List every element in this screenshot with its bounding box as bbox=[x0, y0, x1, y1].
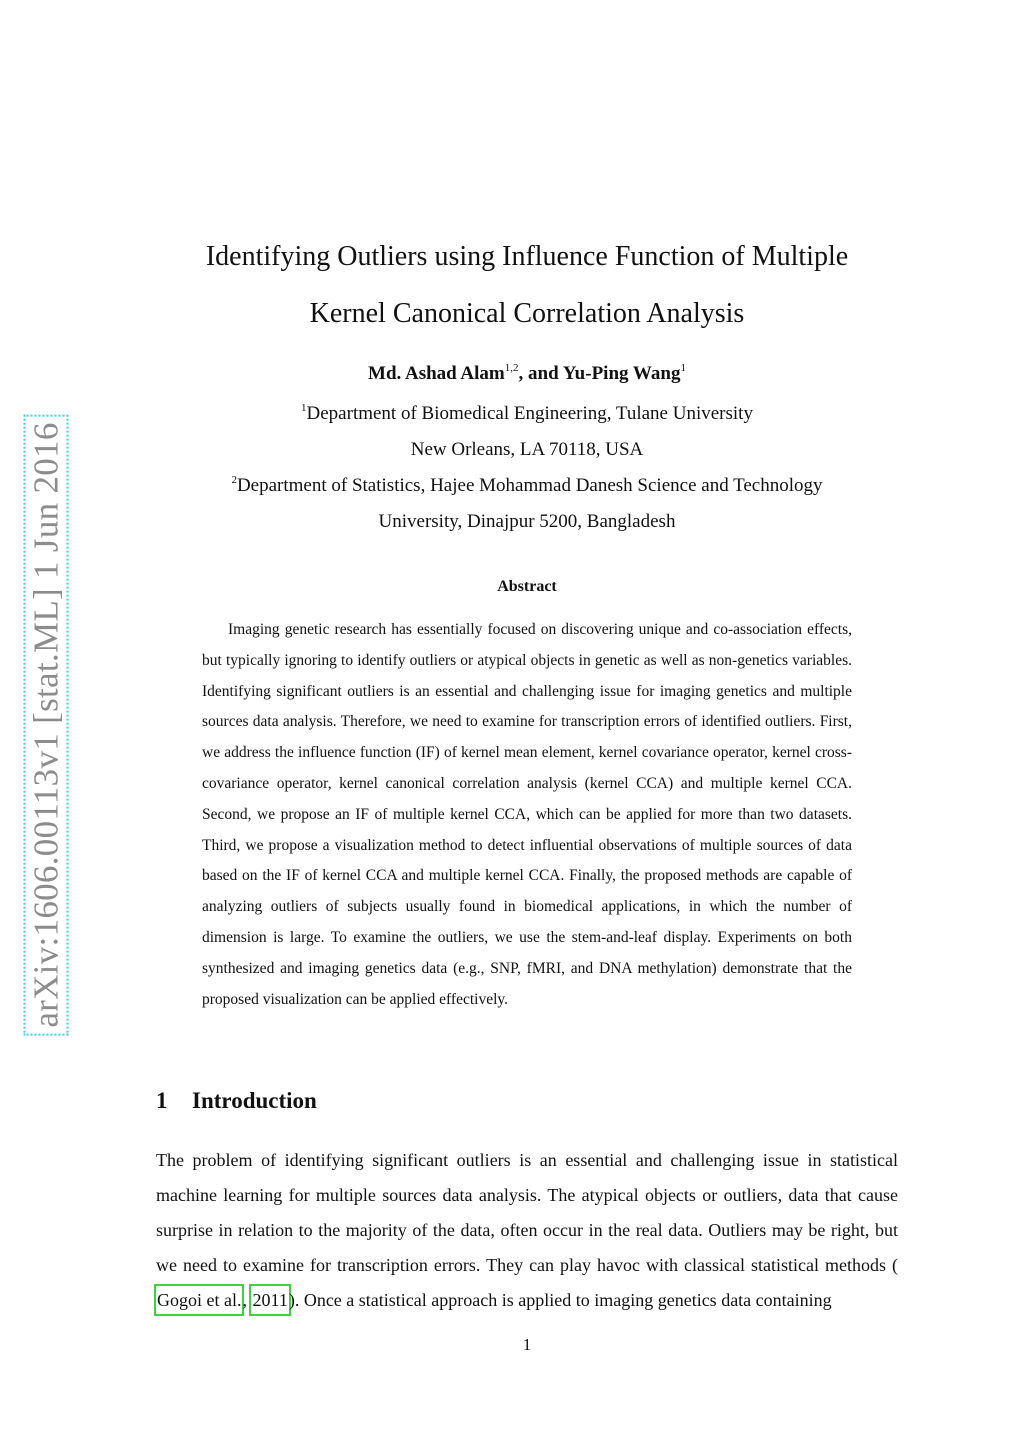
citation-link-year[interactable]: 2011 bbox=[251, 1286, 288, 1314]
affiliation-1-line-2: New Orleans, LA 70118, USA bbox=[410, 439, 644, 460]
affiliations bbox=[0, 396, 1024, 540]
author-affiliation-mark: 1,2 bbox=[504, 362, 519, 374]
title-line-1: Identifying Outliers using Influence Function of Multiple bbox=[205, 241, 849, 272]
paper-title bbox=[0, 228, 1024, 342]
section-number: 1 bbox=[156, 1088, 168, 1113]
title-line-2: Kernel Canonical Correlation Analysis bbox=[309, 298, 745, 329]
citation-link-author[interactable]: Gogoi et al. bbox=[156, 1286, 242, 1314]
abstract-body: Imaging genetic research has essentially focused on discovering unique and co-association effects, but typically ignoring to identify outliers or atypical objects in genetic as well as non-genetics variables. Identifying significant outliers is an essential and challenging issue for imaging genetics and multiple sources data analysis. Therefore, we need to examine for transcription errors of identified outliers. First, we address the influence function (IF) of kernel mean element, kernel covariance operator, kernel cross-covariance operator, kernel canonical correlation analysis (kernel CCA) and multiple kernel CCA. Second, we propose an IF of multiple kernel CCA, which can be applied for more than two datasets. Third, we propose a visualization method to detect influential observations of multiple sources of data based on the IF of kernel CCA and multiple kernel CCA. Finally, the proposed methods are capable of analyzing outliers of subjects usually found in biomedical applications, in which the number of dimension is large. To examine the outliers, we use the stem-and-leaf display. Experiments on both synthesized and imaging genetics data (e.g., SNP, fMRI, and DNA methylation) demonstrate that the proposed visualization can be applied effectively. bbox=[202, 621, 852, 1008]
author-list bbox=[0, 360, 1024, 388]
section-heading-introduction bbox=[156, 1086, 317, 1116]
page-number: 1 bbox=[522, 1335, 532, 1354]
citation-separator: , bbox=[242, 1290, 252, 1310]
arxiv-identifier-stamp[interactable]: arXiv:1606.00113v1 [stat.ML] 1 Jun 2016 bbox=[24, 414, 69, 1035]
affiliation-mark: 2 bbox=[231, 474, 237, 486]
abstract-heading: Abstract bbox=[497, 578, 557, 595]
intro-text: The problem of identifying significant outliers is an essential and challenging issue in statistical machine learning for multiple sources data analysis. The atypical objects or outliers, data that cause surprise in relation to the majority of the data, often occur in the real data. Outliers may be right, but we need to examine for transcription errors. They can play havoc with classical statistical methods ( bbox=[156, 1150, 898, 1275]
author-name: Md. Ashad Alam bbox=[368, 363, 505, 384]
affiliation-2-line-1 bbox=[0, 468, 1024, 504]
affiliation-text: Department of Biomedical Engineering, Tulane University bbox=[306, 403, 753, 424]
introduction-paragraph bbox=[156, 1143, 898, 1318]
affiliation-1-line-1 bbox=[0, 396, 1024, 432]
author-name: Yu-Ping Wang bbox=[562, 363, 681, 384]
affiliation-2-line-2: University, Dinajpur 5200, Bangladesh bbox=[378, 511, 676, 532]
author-joiner: , and bbox=[518, 363, 563, 384]
affiliation-text: Department of Statistics, Hajee Mohammad Danesh Science and Technology bbox=[236, 475, 823, 496]
section-title: Introduction bbox=[192, 1088, 317, 1113]
author-affiliation-mark: 1 bbox=[680, 362, 686, 374]
intro-text-continued: ). Once a statistical approach is applied to imaging genetics data containing bbox=[288, 1290, 832, 1310]
affiliation-mark: 1 bbox=[301, 402, 307, 414]
